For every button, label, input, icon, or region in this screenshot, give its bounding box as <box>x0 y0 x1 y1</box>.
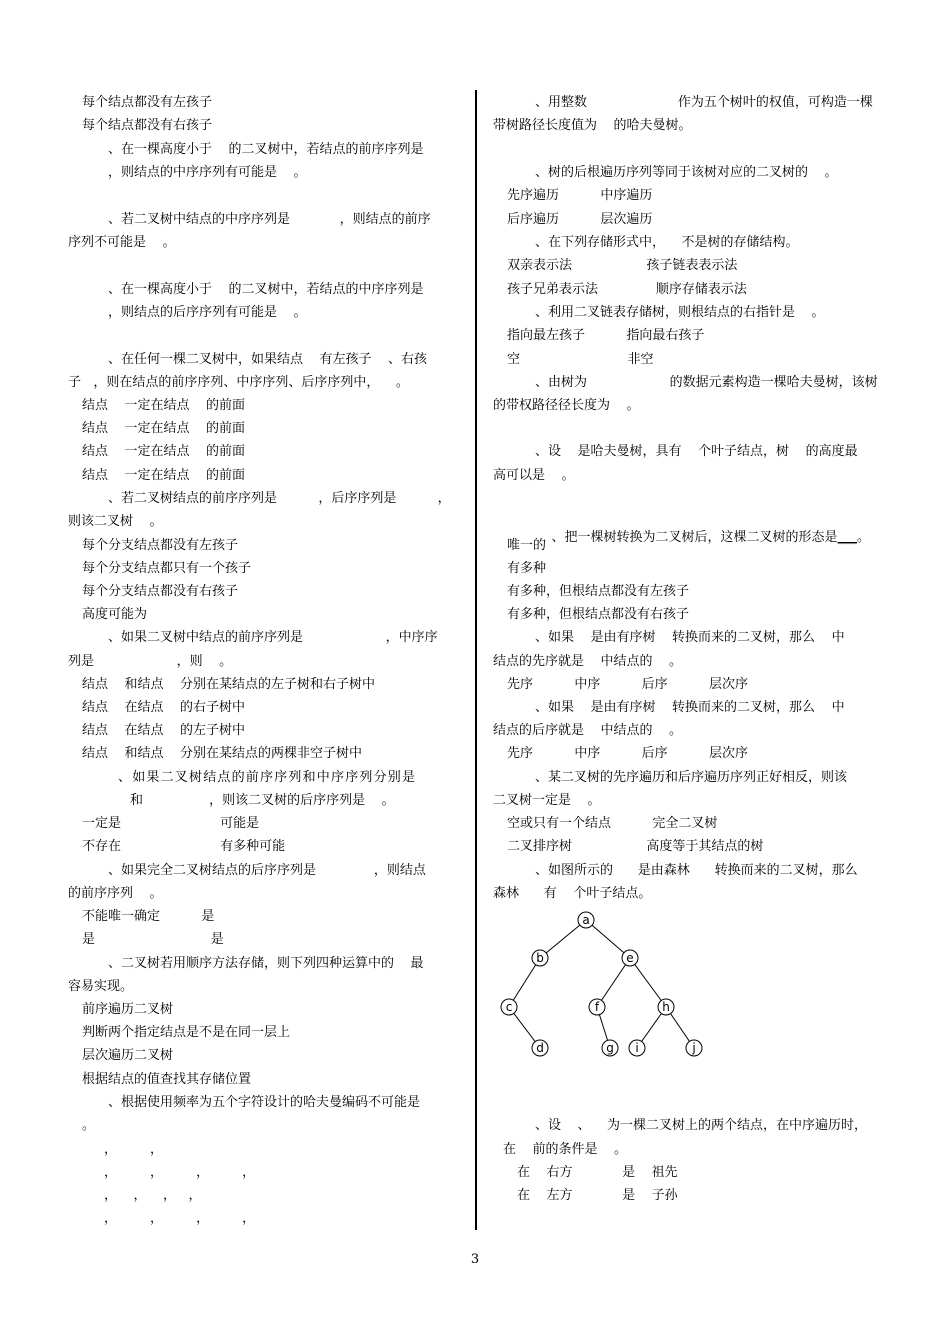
text-line: 、如果二叉树结点的前序序列和中序序列分别是 <box>118 770 417 785</box>
text-line: 、如果 是由有序树 转换而来的二叉树，那么 中 <box>535 700 845 715</box>
tree-edge <box>509 958 540 1007</box>
text-line: 的带权路径径长度为 。 <box>493 398 640 413</box>
text-line: 、在任何一棵二叉树中，如果结点 有左孩子 、右孩 <box>108 352 428 367</box>
text-line: 、由树为 的数据元素构造一棵哈夫曼树，该树 <box>535 375 878 390</box>
text-line: 根据结点的值查找其存储位置 <box>82 1072 252 1087</box>
text-line: 、在一棵高度小于 的二叉树中，若结点的中序序列是 <box>108 282 424 297</box>
text-line: ，则结点的中序序列有可能是 。 <box>108 165 307 180</box>
text-line: 。 <box>82 1118 96 1133</box>
text-line: 高可以是 。 <box>493 468 575 483</box>
text-line: 先序 中序 后序 层次序 <box>507 746 748 761</box>
question-text: 、把一棵树转换为二叉树后，这棵二叉树的形态是 <box>551 530 838 545</box>
text-line: 前序遍历二叉树 <box>82 1002 174 1017</box>
tree-edge <box>540 920 586 958</box>
text-line: 结点 一定在结点 的前面 <box>82 468 246 483</box>
text-line: 序列不可能是 。 <box>68 235 176 250</box>
node-label: c <box>505 1000 513 1014</box>
text-line: 、若二叉树中结点的中序序列是 ，则结点的前序 <box>108 212 431 227</box>
text-line: 是 是 <box>82 932 224 947</box>
node-label: f <box>594 1000 600 1014</box>
text-line: 一定是 可能是 <box>82 816 260 831</box>
node-label: g <box>606 1041 614 1055</box>
text-line: 、如果二叉树中结点的前序序列是 ，中序序 <box>108 630 438 645</box>
text-line: 、在一棵高度小于 的二叉树中，若结点的前序序列是 <box>108 142 424 157</box>
text-line: 每个分支结点都没有右孩子 <box>82 584 239 599</box>
node-label: h <box>662 1000 670 1014</box>
text-line: 每个分支结点都只有一个孩子 <box>82 561 252 576</box>
text-line: 结点 一定在结点 的前面 <box>82 398 246 413</box>
text-line: 唯一的 <box>507 538 547 553</box>
text-line: 、某二叉树的先序遍历和后序遍历序列正好相反，则该 <box>535 770 848 785</box>
text-line: ， ， ， ， <box>104 1188 202 1203</box>
text-line: 有多种 <box>507 561 547 576</box>
text-line: 带树路径长度值为 的哈夫曼树。 <box>493 118 692 133</box>
text-line: 、设 、 为一棵二叉树上的两个结点，在中序遍历时， <box>535 1118 868 1133</box>
text-line: 高度可能为 <box>82 607 148 622</box>
text-line: 在 右方 是 祖先 <box>517 1165 678 1180</box>
text-line: 结点的先序就是 中结点的 。 <box>493 654 683 669</box>
text-line: 不能唯一确定 是 <box>82 909 215 924</box>
text-line: 结点的后序就是 中结点的 。 <box>493 723 683 738</box>
column-divider <box>475 90 477 1230</box>
text-line: 容易实现。 <box>68 979 134 994</box>
text-line: 指向最左孩子 指向最右孩子 <box>507 328 705 343</box>
text-line: 先序 中序 后序 层次序 <box>507 677 748 692</box>
text-line: 结点 一定在结点 的前面 <box>82 421 246 436</box>
binary-tree-diagram <box>495 910 725 1070</box>
text-line: 、二叉树若用顺序方法存储，则下列四种运算中的 最 <box>108 956 424 971</box>
text-line: 子 ，则在结点的前序序列、中序序列、后序序列中， 。 <box>68 375 409 390</box>
text-line: 先序遍历 中序遍历 <box>507 188 653 203</box>
text-line: 有多种，但根结点都没有左孩子 <box>507 584 690 599</box>
node-label: a <box>582 913 590 927</box>
text-line: 、用整数 作为五个树叶的权值，可构造一棵 <box>535 95 873 110</box>
node-label: e <box>626 951 634 965</box>
text-line: 、树的后根遍历序列等同于该树对应的二叉树的 。 <box>535 165 838 180</box>
text-line: 结点 一定在结点 的前面 <box>82 444 246 459</box>
text-line: 、利用二叉链表存储树，则根结点的右指针是 。 <box>535 305 825 320</box>
text-line: 在 前的条件是 。 <box>503 1142 628 1157</box>
text-line: 、如图所示的 是由森林 转换而来的二叉树，那么 <box>535 863 858 878</box>
text-line: ，则结点的后序序列有可能是 。 <box>108 305 307 320</box>
text-line: 双亲表示法 孩子链表表示法 <box>507 258 738 273</box>
text-line: 和 ，则该二叉树的后序序列是 。 <box>130 793 395 808</box>
text-line: ， ， ， ， <box>104 1211 256 1226</box>
text-line: 、设 是哈夫曼树，具有 个叶子结点，树 的高度最 <box>535 444 858 459</box>
node-label: i <box>635 1041 639 1055</box>
text-line: 、若二叉树结点的前序序列是 ，后序序列是 ， <box>108 491 451 506</box>
text-line: 在 左方 是 子孙 <box>517 1188 678 1203</box>
text-line: 、如果完全二叉树结点的后序序列是 ，则结点 <box>108 863 426 878</box>
text-line: 、根据使用频率为五个字符设计的哈夫曼编码不可能是 <box>108 1095 421 1110</box>
text-line: ， ， ， ， <box>104 1165 256 1180</box>
node-label: d <box>536 1041 544 1055</box>
text-line: 每个结点都没有右孩子 <box>82 118 213 133</box>
text-line: 则该二叉树 。 <box>68 514 163 529</box>
text-line: 每个分支结点都没有左孩子 <box>82 538 239 553</box>
text-line: 二叉树一定是 。 <box>493 793 601 808</box>
text-line: 空或只有一个结点 完全二叉树 <box>507 816 718 831</box>
text-line: 森林 有 个叶子结点。 <box>493 886 652 901</box>
question-end: 。 <box>857 530 871 545</box>
text-line: 列是 ，则 。 <box>68 654 233 669</box>
text-line: 结点 在结点 的左子树中 <box>82 723 246 738</box>
node-label: b <box>536 951 544 965</box>
text-line: 层次遍历二叉树 <box>82 1048 174 1063</box>
text-line: 、在下列存储形式中， 不是树的存储结构。 <box>535 235 799 250</box>
text-line: 二叉排序树 高度等于其结点的树 <box>507 839 764 854</box>
text-line: ， ， <box>104 1142 164 1157</box>
page-number: 3 <box>470 1252 480 1267</box>
answer-blank: ___ <box>837 530 858 545</box>
text-line: 结点 在结点 的右子树中 <box>82 700 246 715</box>
text-line: 后序遍历 层次遍历 <box>507 212 653 227</box>
tree-edge <box>586 920 630 958</box>
text-line: 结点 和结点 分别在某结点的左子树和右子树中 <box>82 677 376 692</box>
text-line: 的前序序列 。 <box>68 886 163 901</box>
text-line: 判断两个指定结点是不是在同一层上 <box>82 1025 291 1040</box>
text-line <box>535 514 870 562</box>
text-line: 有多种，但根结点都没有右孩子 <box>507 607 690 622</box>
node-label: j <box>692 1041 696 1055</box>
text-line: 不存在 有多种可能 <box>82 839 286 854</box>
text-line: 每个结点都没有左孩子 <box>82 95 213 110</box>
text-line: 孩子兄弟表示法 顺序存储表示法 <box>507 282 747 297</box>
text-line: 空 非空 <box>507 352 654 367</box>
tree-edge <box>630 958 666 1007</box>
text-line: 、如果 是由有序树 转换而来的二叉树，那么 中 <box>535 630 845 645</box>
text-line: 结点 和结点 分别在某结点的两棵非空子树中 <box>82 746 363 761</box>
tree-edge <box>597 958 630 1007</box>
